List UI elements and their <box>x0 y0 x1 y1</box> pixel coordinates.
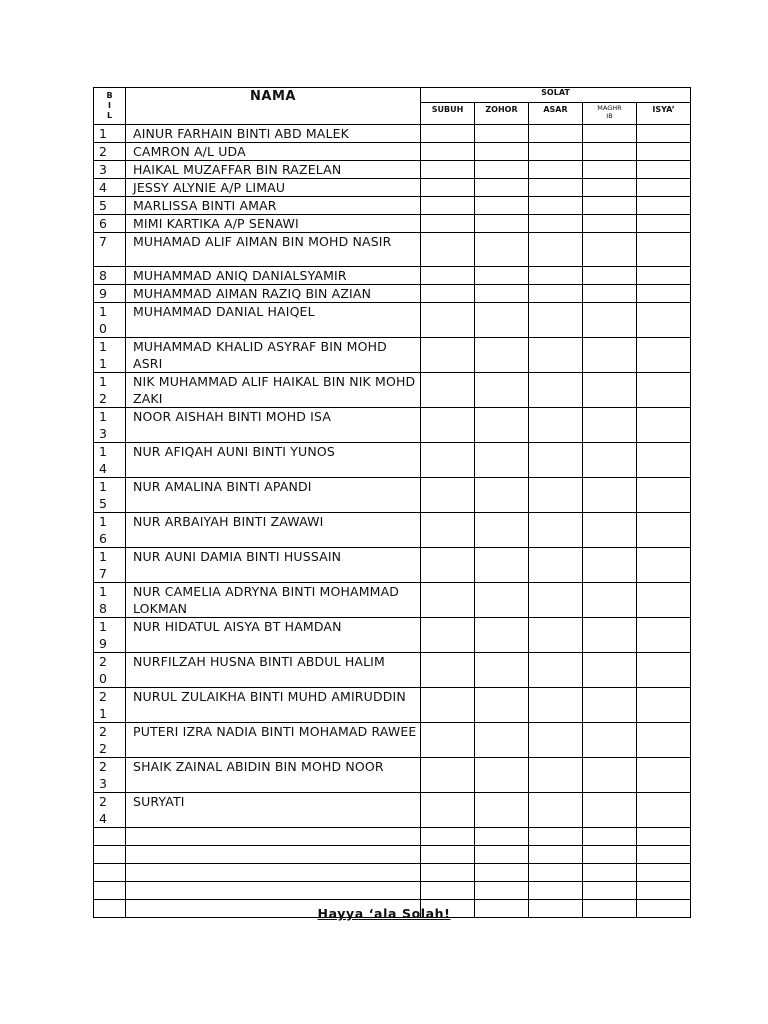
cell-maghrib[interactable] <box>583 443 637 478</box>
table-row <box>94 197 691 215</box>
cell-subuh[interactable] <box>421 179 475 197</box>
cell-isya[interactable] <box>637 583 691 618</box>
cell-zohor[interactable] <box>475 846 529 864</box>
cell-maghrib[interactable] <box>583 478 637 513</box>
cell-subuh[interactable] <box>421 478 475 513</box>
row-bil: 10 <box>94 303 126 338</box>
table-row <box>94 478 691 513</box>
row-bil: 22 <box>94 723 126 758</box>
cell-zohor[interactable] <box>475 303 529 338</box>
row-bil: 7 <box>94 233 126 267</box>
cell-maghrib[interactable] <box>583 864 637 882</box>
cell-asar[interactable] <box>529 618 583 653</box>
table-row <box>94 373 691 408</box>
cell-maghrib[interactable] <box>583 758 637 793</box>
row-nama: CAMRON A/L UDA <box>126 143 421 161</box>
cell-asar[interactable] <box>529 443 583 478</box>
cell-isya[interactable] <box>637 443 691 478</box>
cell-maghrib[interactable] <box>583 338 637 373</box>
cell-isya[interactable] <box>637 723 691 758</box>
cell-isya[interactable] <box>637 882 691 900</box>
cell-subuh[interactable] <box>421 793 475 828</box>
row-bil: 21 <box>94 688 126 723</box>
cell-zohor[interactable] <box>475 723 529 758</box>
cell-subuh[interactable] <box>421 197 475 215</box>
cell-asar[interactable] <box>529 373 583 408</box>
table-row <box>94 828 691 846</box>
cell-subuh[interactable] <box>421 513 475 548</box>
row-bil: 12 <box>94 373 126 408</box>
header-isya: ISYA’ <box>637 103 691 125</box>
row-nama: AINUR FARHAIN BINTI ABD MALEK <box>126 125 421 143</box>
cell-subuh[interactable] <box>421 303 475 338</box>
row-nama: NUR HIDATUL AISYA BT HAMDAN <box>126 618 421 653</box>
table-row <box>94 882 691 900</box>
table-row <box>94 179 691 197</box>
table-row <box>94 548 691 583</box>
cell-subuh[interactable] <box>421 828 475 846</box>
cell-isya[interactable] <box>637 793 691 828</box>
cell-asar[interactable] <box>529 161 583 179</box>
cell-maghrib[interactable] <box>583 373 637 408</box>
header-solat: SOLAT <box>421 88 691 103</box>
cell-subuh[interactable] <box>421 125 475 143</box>
table-row <box>94 846 691 864</box>
cell-asar[interactable] <box>529 758 583 793</box>
cell-zohor[interactable] <box>475 513 529 548</box>
row-bil: 11 <box>94 338 126 373</box>
cell-asar[interactable] <box>529 267 583 285</box>
cell-subuh[interactable] <box>421 548 475 583</box>
cell-asar[interactable] <box>529 583 583 618</box>
cell-zohor[interactable] <box>475 688 529 723</box>
cell-isya[interactable] <box>637 408 691 443</box>
row-bil: 15 <box>94 478 126 513</box>
row-nama: NURUL ZULAIKHA BINTI MUHD AMIRUDDIN <box>126 688 421 723</box>
cell-isya[interactable] <box>637 303 691 338</box>
row-bil: 4 <box>94 179 126 197</box>
table-row <box>94 161 691 179</box>
cell-zohor[interactable] <box>475 338 529 373</box>
table-row <box>94 408 691 443</box>
cell-isya[interactable] <box>637 233 691 267</box>
table-row <box>94 583 691 618</box>
cell-asar[interactable] <box>529 125 583 143</box>
table-row <box>94 864 691 882</box>
row-nama: MUHAMMAD AIMAN RAZIQ BIN AZIAN <box>126 285 421 303</box>
cell-asar[interactable] <box>529 338 583 373</box>
cell-subuh[interactable] <box>421 285 475 303</box>
table-body <box>94 125 691 918</box>
cell-zohor[interactable] <box>475 618 529 653</box>
row-nama <box>126 846 421 864</box>
cell-asar[interactable] <box>529 548 583 583</box>
cell-asar[interactable] <box>529 285 583 303</box>
header-bil: BIL <box>94 88 126 125</box>
cell-asar[interactable] <box>529 882 583 900</box>
cell-subuh[interactable] <box>421 583 475 618</box>
cell-maghrib[interactable] <box>583 723 637 758</box>
cell-isya[interactable] <box>637 688 691 723</box>
cell-isya[interactable] <box>637 143 691 161</box>
cell-subuh[interactable] <box>421 864 475 882</box>
row-bil <box>94 864 126 882</box>
cell-maghrib[interactable] <box>583 513 637 548</box>
cell-asar[interactable] <box>529 864 583 882</box>
header-asar: ASAR <box>529 103 583 125</box>
header-nama: NAMA <box>126 88 421 125</box>
table-row <box>94 338 691 373</box>
row-nama: SHAIK ZAINAL ABIDIN BIN MOHD NOOR <box>126 758 421 793</box>
cell-asar[interactable] <box>529 197 583 215</box>
cell-zohor[interactable] <box>475 408 529 443</box>
row-nama: MUHAMMAD KHALID ASYRAF BIN MOHD ASRI <box>126 338 421 373</box>
cell-maghrib[interactable] <box>583 846 637 864</box>
row-nama: NOOR AISHAH BINTI MOHD ISA <box>126 408 421 443</box>
table-row <box>94 233 691 267</box>
row-nama: SURYATI <box>126 793 421 828</box>
cell-maghrib[interactable] <box>583 267 637 285</box>
row-nama: NIK MUHAMMAD ALIF HAIKAL BIN NIK MOHD ZAKI <box>126 373 421 408</box>
cell-subuh[interactable] <box>421 215 475 233</box>
cell-isya[interactable] <box>637 548 691 583</box>
cell-asar[interactable] <box>529 143 583 161</box>
cell-isya[interactable] <box>637 513 691 548</box>
cell-zohor[interactable] <box>475 125 529 143</box>
row-bil: 18 <box>94 583 126 618</box>
cell-zohor[interactable] <box>475 653 529 688</box>
row-nama: NURFILZAH HUSNA BINTI ABDUL HALIM <box>126 653 421 688</box>
cell-subuh[interactable] <box>421 882 475 900</box>
row-bil: 20 <box>94 653 126 688</box>
cell-isya[interactable] <box>637 338 691 373</box>
cell-asar[interactable] <box>529 179 583 197</box>
cell-maghrib[interactable] <box>583 618 637 653</box>
row-nama: HAIKAL MUZAFFAR BIN RAZELAN <box>126 161 421 179</box>
row-bil: 23 <box>94 758 126 793</box>
cell-maghrib[interactable] <box>583 161 637 179</box>
cell-subuh[interactable] <box>421 233 475 267</box>
table-row <box>94 688 691 723</box>
cell-zohor[interactable] <box>475 373 529 408</box>
cell-maghrib[interactable] <box>583 408 637 443</box>
cell-zohor[interactable] <box>475 758 529 793</box>
row-bil: 16 <box>94 513 126 548</box>
cell-isya[interactable] <box>637 653 691 688</box>
row-nama: MIMI KARTIKA A/P SENAWI <box>126 215 421 233</box>
cell-subuh[interactable] <box>421 618 475 653</box>
row-bil: 1 <box>94 125 126 143</box>
row-nama <box>126 882 421 900</box>
cell-zohor[interactable] <box>475 161 529 179</box>
cell-subuh[interactable] <box>421 688 475 723</box>
cell-maghrib[interactable] <box>583 793 637 828</box>
header-maghrib: MAGHRIB <box>583 103 637 125</box>
cell-zohor[interactable] <box>475 548 529 583</box>
cell-zohor[interactable] <box>475 443 529 478</box>
cell-maghrib[interactable] <box>583 688 637 723</box>
table-row <box>94 758 691 793</box>
cell-isya[interactable] <box>637 758 691 793</box>
cell-subuh[interactable] <box>421 653 475 688</box>
cell-asar[interactable] <box>529 688 583 723</box>
cell-subuh[interactable] <box>421 443 475 478</box>
cell-zohor[interactable] <box>475 882 529 900</box>
table-row <box>94 303 691 338</box>
cell-asar[interactable] <box>529 828 583 846</box>
table-row <box>94 653 691 688</box>
row-bil: 5 <box>94 197 126 215</box>
row-bil: 6 <box>94 215 126 233</box>
cell-asar[interactable] <box>529 303 583 338</box>
attendance-table <box>93 87 691 918</box>
cell-maghrib[interactable] <box>583 179 637 197</box>
row-bil: 9 <box>94 285 126 303</box>
table-row <box>94 267 691 285</box>
cell-isya[interactable] <box>637 161 691 179</box>
cell-asar[interactable] <box>529 513 583 548</box>
row-bil: 2 <box>94 143 126 161</box>
cell-subuh[interactable] <box>421 161 475 179</box>
row-bil: 8 <box>94 267 126 285</box>
cell-maghrib[interactable] <box>583 583 637 618</box>
row-bil: 19 <box>94 618 126 653</box>
row-nama: JESSY ALYNIE A/P LIMAU <box>126 179 421 197</box>
cell-maghrib[interactable] <box>583 882 637 900</box>
cell-isya[interactable] <box>637 478 691 513</box>
footer-slogan: Hayya ‘ala Solah! <box>317 906 451 921</box>
row-nama: MUHAMAD ALIF AIMAN BIN MOHD NASIR <box>126 233 421 267</box>
cell-isya[interactable] <box>637 864 691 882</box>
table-row <box>94 215 691 233</box>
cell-asar[interactable] <box>529 478 583 513</box>
row-bil: 17 <box>94 548 126 583</box>
cell-maghrib[interactable] <box>583 653 637 688</box>
cell-asar[interactable] <box>529 846 583 864</box>
cell-isya[interactable] <box>637 215 691 233</box>
table-row <box>94 125 691 143</box>
row-bil: 13 <box>94 408 126 443</box>
row-nama: NUR AUNI DAMIA BINTI HUSSAIN <box>126 548 421 583</box>
cell-asar[interactable] <box>529 793 583 828</box>
cell-maghrib[interactable] <box>583 125 637 143</box>
cell-subuh[interactable] <box>421 267 475 285</box>
row-bil <box>94 828 126 846</box>
table-row <box>94 285 691 303</box>
header-zohor: ZOHOR <box>475 103 529 125</box>
table-row <box>94 513 691 548</box>
cell-subuh[interactable] <box>421 723 475 758</box>
cell-isya[interactable] <box>637 197 691 215</box>
cell-asar[interactable] <box>529 233 583 267</box>
table-row <box>94 793 691 828</box>
cell-subuh[interactable] <box>421 373 475 408</box>
row-nama: NUR AMALINA BINTI APANDI <box>126 478 421 513</box>
cell-isya[interactable] <box>637 618 691 653</box>
cell-zohor[interactable] <box>475 143 529 161</box>
cell-isya[interactable] <box>637 125 691 143</box>
cell-zohor[interactable] <box>475 197 529 215</box>
cell-subuh[interactable] <box>421 338 475 373</box>
cell-maghrib[interactable] <box>583 143 637 161</box>
cell-isya[interactable] <box>637 285 691 303</box>
cell-asar[interactable] <box>529 408 583 443</box>
cell-maghrib[interactable] <box>583 285 637 303</box>
cell-zohor[interactable] <box>475 793 529 828</box>
cell-subuh[interactable] <box>421 758 475 793</box>
row-bil: 24 <box>94 793 126 828</box>
cell-maghrib[interactable] <box>583 197 637 215</box>
row-bil: 14 <box>94 443 126 478</box>
cell-subuh[interactable] <box>421 143 475 161</box>
row-nama <box>126 864 421 882</box>
table-row <box>94 443 691 478</box>
cell-subuh[interactable] <box>421 408 475 443</box>
cell-zohor[interactable] <box>475 285 529 303</box>
header-subuh: SUBUH <box>421 103 475 125</box>
row-bil: 3 <box>94 161 126 179</box>
row-bil <box>94 846 126 864</box>
row-nama: MUHAMMAD DANIAL HAIQEL <box>126 303 421 338</box>
cell-isya[interactable] <box>637 373 691 408</box>
table-row <box>94 618 691 653</box>
cell-maghrib[interactable] <box>583 233 637 267</box>
cell-asar[interactable] <box>529 653 583 688</box>
cell-zohor[interactable] <box>475 478 529 513</box>
cell-isya[interactable] <box>637 828 691 846</box>
row-nama: NUR AFIQAH AUNI BINTI YUNOS <box>126 443 421 478</box>
cell-subuh[interactable] <box>421 846 475 864</box>
cell-zohor[interactable] <box>475 215 529 233</box>
row-nama: NUR ARBAIYAH BINTI ZAWAWI <box>126 513 421 548</box>
row-nama <box>126 828 421 846</box>
cell-zohor[interactable] <box>475 828 529 846</box>
cell-maghrib[interactable] <box>583 215 637 233</box>
cell-zohor[interactable] <box>475 233 529 267</box>
row-nama: NUR CAMELIA ADRYNA BINTI MOHAMMAD LOKMAN <box>126 583 421 618</box>
cell-maghrib[interactable] <box>583 303 637 338</box>
cell-asar[interactable] <box>529 215 583 233</box>
cell-maghrib[interactable] <box>583 828 637 846</box>
row-bil <box>94 882 126 900</box>
cell-zohor[interactable] <box>475 864 529 882</box>
row-nama: MUHAMMAD ANIQ DANIALSYAMIR <box>126 267 421 285</box>
table-row <box>94 143 691 161</box>
cell-isya[interactable] <box>637 179 691 197</box>
row-nama: PUTERI IZRA NADIA BINTI MOHAMAD RAWEE <box>126 723 421 758</box>
cell-asar[interactable] <box>529 723 583 758</box>
row-nama: MARLISSA BINTI AMAR <box>126 197 421 215</box>
cell-isya[interactable] <box>637 267 691 285</box>
cell-zohor[interactable] <box>475 583 529 618</box>
table-row <box>94 723 691 758</box>
cell-maghrib[interactable] <box>583 548 637 583</box>
cell-isya[interactable] <box>637 846 691 864</box>
cell-zohor[interactable] <box>475 267 529 285</box>
cell-zohor[interactable] <box>475 179 529 197</box>
